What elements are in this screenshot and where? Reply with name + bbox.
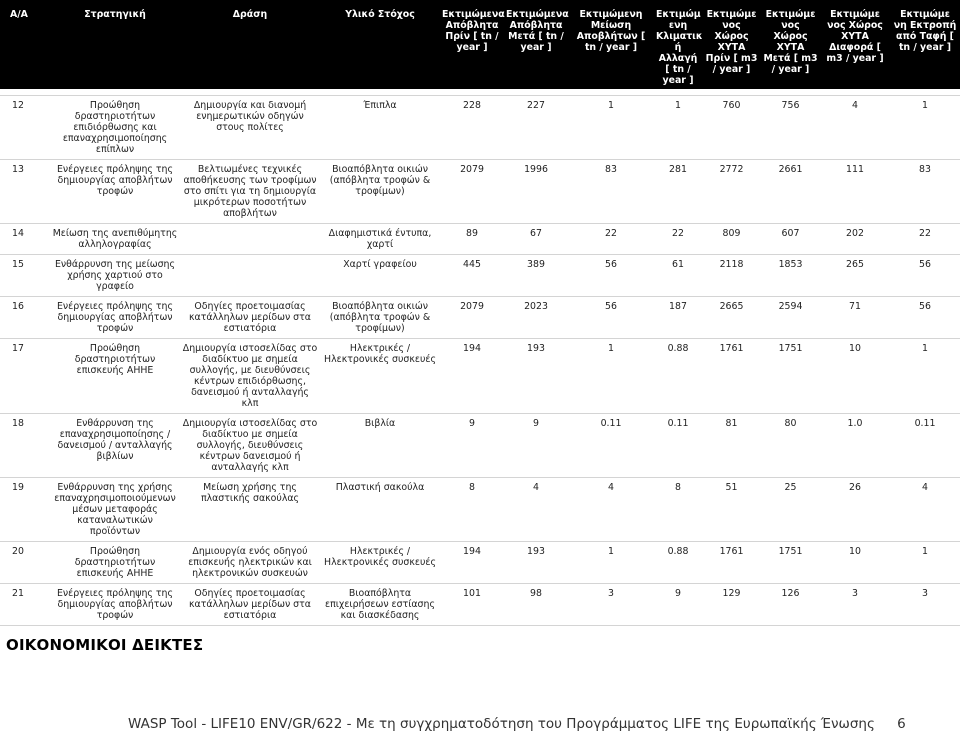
cell-waste-reduction: 4 (568, 478, 654, 542)
cell-landfill-diversion: 56 (890, 255, 960, 297)
table-row (0, 297, 960, 339)
cell-landfill-after: 1751 (761, 339, 820, 414)
cell-action: Οδηγίες προετοιμασίας κατάλληλων μερίδων στα εστιατόρια (180, 584, 320, 626)
cell-aa: 13 (0, 160, 50, 224)
cell-aa: 20 (0, 542, 50, 584)
table-body (0, 89, 960, 626)
cell-landfill-before: 51 (702, 478, 761, 542)
cell-strategy: Ενέργειες πρόληψης της δημιουργίας αποβλήτων τροφών (50, 584, 180, 626)
cell-strategy: Προώθηση δραστηριοτήτων επισκευής ΑΗΗΕ (50, 339, 180, 414)
cell-landfill-before: 1761 (702, 542, 761, 584)
cell-waste-after: 193 (504, 542, 568, 584)
cell-landfill-after: 1853 (761, 255, 820, 297)
cell-strategy: Ενέργειες πρόληψης της δημιουργίας αποβλήτων τροφών (50, 297, 180, 339)
header-cell-landfill-before: Εκτιμώμε νος Χώρος ΧΥΤΑ Πρίν [ m3 / year ] (702, 0, 761, 89)
cell-target-material: Διαφημιστικά έντυπα, χαρτί (320, 224, 440, 255)
cell-target-material: Πλαστική σακούλα (320, 478, 440, 542)
footer-text: WASP Tool - LIFE10 ENV/GR/622 - Με τη συγχρηματοδότηση του Προγράμματος LIFE της Ευρωπαϊκής Ένωσης (128, 716, 875, 732)
cell-landfill-before: 760 (702, 96, 761, 160)
table-row (0, 542, 960, 584)
cell-landfill-after: 2661 (761, 160, 820, 224)
cell-landfill-after: 756 (761, 96, 820, 160)
cell-waste-before: 2079 (440, 297, 504, 339)
cell-landfill-after: 25 (761, 478, 820, 542)
cell-waste-after: 1996 (504, 160, 568, 224)
cell-action: Βελτιωμένες τεχνικές αποθήκευσης των τροφίμων στο σπίτι για τη δημιουργία μικρότερων ποσοτήτων αποβλήτων (180, 160, 320, 224)
cell-landfill-diversion: 0.11 (890, 414, 960, 478)
cell-waste-reduction: 56 (568, 255, 654, 297)
cell-waste-before: 194 (440, 542, 504, 584)
cell-strategy: Ενθάρρυνση της χρήσης επαναχρησιμοποιούμενων μέσων μεταφοράς καταναλωτικών προϊόντων (50, 478, 180, 542)
header-cell-landfill-after: Εκτιμώμε νος Χώρος ΧΥΤΑ Μετά [ m3 / year ] (761, 0, 820, 89)
table-row (0, 160, 960, 224)
page-footer (128, 716, 906, 732)
cell-climate-change: 8 (654, 478, 702, 542)
cell-action: Δημιουργία ιστοσελίδας στο διαδίκτυο με σημεία συλλογής, με διευθύνσεις κέντρων επιδιόρθωσης, δανεισμού ή ανταλλαγής κλπ (180, 339, 320, 414)
cell-waste-before: 2079 (440, 160, 504, 224)
cell-waste-after: 98 (504, 584, 568, 626)
cell-aa: 14 (0, 224, 50, 255)
cell-landfill-before: 2772 (702, 160, 761, 224)
cell-waste-after: 389 (504, 255, 568, 297)
cell-landfill-before: 81 (702, 414, 761, 478)
cell-action: Μείωση χρήσης της πλαστικής σακούλας (180, 478, 320, 542)
cell-waste-reduction: 1 (568, 542, 654, 584)
cell-waste-reduction: 1 (568, 339, 654, 414)
cell-landfill-after: 1751 (761, 542, 820, 584)
cell-landfill-difference: 3 (820, 584, 890, 626)
cell-landfill-after: 2594 (761, 297, 820, 339)
cell-landfill-difference: 202 (820, 224, 890, 255)
cell-landfill-after: 80 (761, 414, 820, 478)
cell-strategy: Μείωση της ανεπιθύμητης αλληλογραφίας (50, 224, 180, 255)
cell-landfill-difference: 10 (820, 542, 890, 584)
cell-aa: 16 (0, 297, 50, 339)
header-cell-strategy: Στρατηγική (50, 0, 180, 89)
cell-waste-after: 4 (504, 478, 568, 542)
table-row (0, 414, 960, 478)
cell-climate-change: 187 (654, 297, 702, 339)
header-cell-climate-change: Εκτιμώμ ενη Κλιματικ ή Αλλαγή [ tn / year ] (654, 0, 702, 89)
section-title: ΟΙΚΟΝΟΜΙΚΟΙ ΔΕΙΚΤΕΣ (6, 636, 204, 654)
cell-climate-change: 9 (654, 584, 702, 626)
cell-action: Οδηγίες προετοιμασίας κατάλληλων μερίδων στα εστιατόρια (180, 297, 320, 339)
cell-waste-before: 89 (440, 224, 504, 255)
cell-waste-reduction: 3 (568, 584, 654, 626)
cell-target-material: Βιβλία (320, 414, 440, 478)
cell-waste-reduction: 22 (568, 224, 654, 255)
cell-waste-after: 2023 (504, 297, 568, 339)
cell-landfill-before: 809 (702, 224, 761, 255)
cell-waste-reduction: 1 (568, 96, 654, 160)
cell-waste-reduction: 0.11 (568, 414, 654, 478)
cell-climate-change: 0.88 (654, 542, 702, 584)
header-cell-waste-before: Εκτιμώμενα Απόβλητα Πρίν [ tn / year ] (440, 0, 504, 89)
cell-landfill-after: 607 (761, 224, 820, 255)
cell-landfill-before: 2665 (702, 297, 761, 339)
cell-climate-change: 1 (654, 96, 702, 160)
header-cell-landfill-difference: Εκτιμώμε νος Χώρος ΧΥΤΑ Διαφορά [ m3 / year ] (820, 0, 890, 89)
cell-landfill-difference: 265 (820, 255, 890, 297)
cell-climate-change: 61 (654, 255, 702, 297)
page-number: 6 (897, 716, 906, 732)
cell-landfill-diversion: 22 (890, 224, 960, 255)
cell-waste-after: 67 (504, 224, 568, 255)
header-cell-waste-reduction: Εκτιμώμενη Μείωση Αποβλήτων [ tn / year ] (568, 0, 654, 89)
header-cell-landfill-diversion: Εκτιμώμε νη Εκτροπή από Ταφή [ tn / year ] (890, 0, 960, 89)
cell-action: Δημιουργία ενός οδηγού επισκευής ηλεκτρικών και ηλεκτρονικών συσκευών (180, 542, 320, 584)
cell-landfill-before: 2118 (702, 255, 761, 297)
cell-waste-after: 9 (504, 414, 568, 478)
cell-target-material: Χαρτί γραφείου (320, 255, 440, 297)
cell-landfill-diversion: 4 (890, 478, 960, 542)
cell-climate-change: 281 (654, 160, 702, 224)
cell-target-material: Βιοαπόβλητα οικιών (απόβλητα τροφών & τροφίμων) (320, 160, 440, 224)
cell-landfill-difference: 10 (820, 339, 890, 414)
table-row (0, 96, 960, 160)
cell-waste-reduction: 83 (568, 160, 654, 224)
cell-aa: 18 (0, 414, 50, 478)
cell-landfill-diversion: 1 (890, 339, 960, 414)
header-cell-aa: Α/Α (0, 0, 50, 89)
header-cell-action: Δράση (180, 0, 320, 89)
cell-strategy: Ενθάρρυνση της μείωσης χρήσης χαρτιού στο γραφείο (50, 255, 180, 297)
cell-action: Δημιουργία ιστοσελίδας στο διαδίκτυο με σημεία συλλογής, διευθύνσεις κέντρων δανεισμού ή ανταλλαγής κλπ (180, 414, 320, 478)
cell-waste-before: 228 (440, 96, 504, 160)
cell-landfill-before: 129 (702, 584, 761, 626)
cell-aa: 15 (0, 255, 50, 297)
cell-target-material: Βιοαπόβλητα οικιών (απόβλητα τροφών & τροφίμων) (320, 297, 440, 339)
cell-climate-change: 22 (654, 224, 702, 255)
cell-strategy: Προώθηση δραστηριοτήτων επισκευής ΑΗΗΕ (50, 542, 180, 584)
header-row (0, 0, 960, 89)
cell-landfill-diversion: 1 (890, 542, 960, 584)
cell-action (180, 224, 320, 255)
cell-aa: 12 (0, 96, 50, 160)
cell-waste-after: 193 (504, 339, 568, 414)
cell-landfill-difference: 1.0 (820, 414, 890, 478)
cell-waste-before: 8 (440, 478, 504, 542)
table-row (0, 339, 960, 414)
header-cell-waste-after: Εκτιμώμενα Απόβλητα Μετά [ tn / year ] (504, 0, 568, 89)
cell-aa: 21 (0, 584, 50, 626)
cell-climate-change: 0.88 (654, 339, 702, 414)
cell-waste-before: 9 (440, 414, 504, 478)
cell-waste-after: 227 (504, 96, 568, 160)
cell-landfill-diversion: 1 (890, 96, 960, 160)
cell-aa: 19 (0, 478, 50, 542)
cell-waste-before: 445 (440, 255, 504, 297)
cell-landfill-after: 126 (761, 584, 820, 626)
cell-strategy: Ενέργειες πρόληψης της δημιουργίας αποβλήτων τροφών (50, 160, 180, 224)
table-row (0, 478, 960, 542)
cell-target-material: Ηλεκτρικές / Ηλεκτρονικές συσκευές (320, 339, 440, 414)
cell-action (180, 255, 320, 297)
table-row (0, 584, 960, 626)
cell-landfill-difference: 71 (820, 297, 890, 339)
cell-aa: 17 (0, 339, 50, 414)
cell-climate-change: 0.11 (654, 414, 702, 478)
cell-landfill-diversion: 56 (890, 297, 960, 339)
cell-landfill-difference: 4 (820, 96, 890, 160)
table-row (0, 224, 960, 255)
header-cell-target-material: Υλικό Στόχος (320, 0, 440, 89)
cell-landfill-diversion: 3 (890, 584, 960, 626)
cell-landfill-difference: 111 (820, 160, 890, 224)
cell-target-material: Βιοαπόβλητα επιχειρήσεων εστίασης και διασκέδασης (320, 584, 440, 626)
cell-waste-before: 194 (440, 339, 504, 414)
cell-strategy: Προώθηση δραστηριοτήτων επιδιόρθωσης και επαναχρησιμοποίησης επίπλων (50, 96, 180, 160)
cell-action: Δημιουργία και διανομή ενημερωτικών οδηγών στους πολίτες (180, 96, 320, 160)
cell-strategy: Ενθάρρυνση της επαναχρησιμοποίησης / δανεισμού / ανταλλαγής βιβλίων (50, 414, 180, 478)
cell-waste-before: 101 (440, 584, 504, 626)
table-row (0, 255, 960, 297)
cell-landfill-before: 1761 (702, 339, 761, 414)
cell-landfill-difference: 26 (820, 478, 890, 542)
cell-waste-reduction: 56 (568, 297, 654, 339)
cell-landfill-diversion: 83 (890, 160, 960, 224)
cell-target-material: Ηλεκτρικές / Ηλεκτρονικές συσκευές (320, 542, 440, 584)
cell-target-material: Έπιπλα (320, 96, 440, 160)
